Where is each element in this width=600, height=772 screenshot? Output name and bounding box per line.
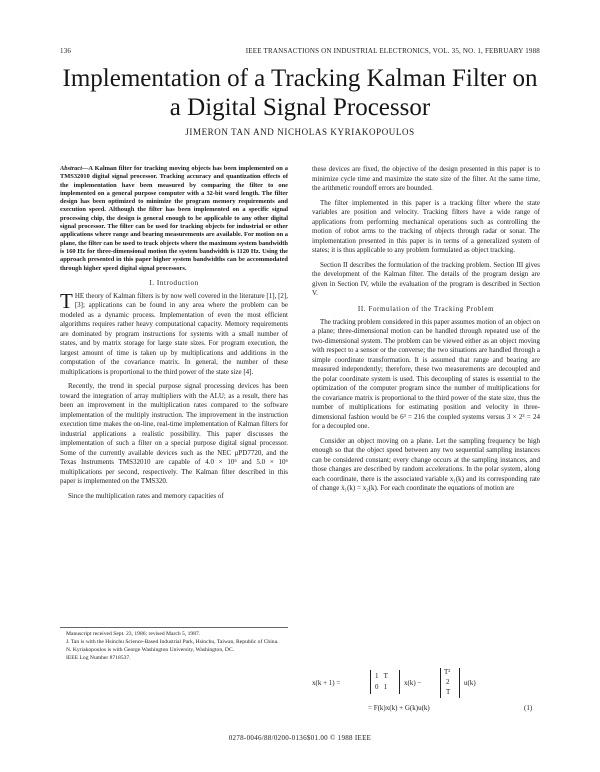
intro-paragraph-1-text: HE theory of Kalman filters is by now well covered in the literature [1], [2], [3]; applications can be found in any area where the problem can be modeled as a dynamic process. Implementation of even the most efficient algorithms requires rather heavy computational capacity. Memory requirements are dominated by program instructions for systems with a small number of states, and by matrix storage for large state sizes. For program execution, the largest amount of time is taken up by multiplications and additions in the computation of the covariance matrix. In general, the number of these multiplications is proportional to the third power of the state size [4]. (60, 291, 288, 376)
left-column (60, 165, 288, 506)
abstract-label: Abstract (60, 165, 83, 172)
equation-1 (312, 668, 540, 716)
right-paragraph-1: these devices are fixed, the objective of the design presented in this paper is to minimize cycle time and maximize the state size of the filter. At the same time, the arithmetic roundoff errors are bounded. (312, 165, 540, 192)
equation-compact-form: = F(k)x(k) + G(k)u(k) (368, 704, 430, 712)
right-paragraph-3: Section II describes the formulation of the tracking problem. Section III gives the development of the Kalman filter. The details of the program design are given in Section IV, while the evaluation of the program is described in Section V. (312, 260, 540, 297)
intro-paragraph-3: Since the multiplication rates and memory capacities of (68, 491, 224, 500)
authors: JIMERON TAN AND NICHOLAS KYRIAKOPOULOS (185, 127, 415, 137)
equation-number: (1) (524, 704, 533, 712)
section-heading-introduction: I. Introduction (149, 278, 199, 287)
right-column (312, 165, 540, 499)
equation-lhs: x(k + 1) = (312, 679, 341, 687)
matrix-row-2: 0 1 (375, 683, 388, 691)
section-heading-formulation: II. Formulation of the Tracking Problem (357, 304, 495, 313)
drop-cap: T (60, 288, 73, 313)
matrix-row-1: 1 T (375, 672, 388, 680)
footnote: N. Kyriakopoulos is with George Washington University, Washington, DC. (66, 647, 235, 653)
intro-paragraph-2: Recently, the trend in special purpose signal processing devices has been toward the integration of array multipliers with the ALU; as a result, there has been an improvement in the multiplication rates compared to the software implementation of the multiply instruction. The improvement in the instruction execution time makes the on-line, real-time implementation of Kalman filters for industrial applications a realistic possibility. This paper discusses the implementation of such a filter on a special purpose digital signal processor. Some of the currently available devices such as the NEC µPD7720, and the Texas Instruments TMS32010 are capable of 4.0 × 10⁶ and 5.0 × 10⁶ multiplications per second, respectively. The Kalman filter described in this paper is implemented on the TMS320. (60, 382, 288, 486)
state-vector: x(k) − (404, 679, 422, 687)
intro-paragraph-1 (60, 288, 288, 378)
footnote: Manuscript received Sept. 23, 1986; revised March 5, 1987. (66, 631, 201, 637)
footnotes (60, 627, 288, 663)
right-paragraph-2: The filter implemented in this paper is a tracking filter where the state variables are position and velocity. Tracking filters have a wide range of applications from performing mechanical operations such as controlling the motion of robot arms to the tracking of objects through radar or sonar. The implementation presented in this paper is in terms of a generalized system of states; it is thus applicable to any problem formulated as object tracking. (312, 198, 540, 254)
abstract (60, 165, 288, 273)
input-vector-mid: 2 (446, 678, 450, 686)
paper-title: Implementation of a Tracking Kalman Filter on a Digital Signal Processor (62, 65, 538, 121)
page-number: 136 (60, 47, 72, 55)
copyright-line: 0278-0046/88/0200-0136$01.00 © 1988 IEEE (228, 734, 372, 742)
journal-title: IEEE TRANSACTIONS ON INDUSTRIAL ELECTRONICS, VOL. 35, NO. 1, FEBRUARY 1988 (245, 47, 540, 55)
footnote: IEEE Log Number 8718537. (66, 655, 131, 661)
input-vector-bottom: T (446, 688, 451, 696)
abstract-text: —A Kalman filter for tracking moving objects has been implemented on a TMS32010 digital signal processor. Tracking accuracy and quantization effects of the implementation have been measured by comparing the filter to one implemented on a general purpose computer with a 32-bit word length. The filter design has been optimized to minimize the program memory requirements and execution speed. Although the filter has been implemented on a specific signal processing chip, the design is general enough to be applicable to any other digital signal processor. The filter can be used for tracking objects for industrial or other applications where range and bearing measurements are available. For motion on a plane, the filter can be used to track objects where the maximum system bandwidth is 160 Hz for three-dimensional motion the system bandwidth is 1120 Hz. Using the approach presented in this paper higher system bandwidths can be accommodated through higher speed digital signal processors. (60, 165, 288, 272)
input-vector-top: T² (444, 668, 451, 676)
formulation-paragraph-1: The tracking problem considered in this paper assumes motion of an object on a plane; three-dimensional motion can be handled through repeated use of the two-dimensional system. The problem can be viewed either as an object moving with respect to a sensor or the converse; the two situations are handled through a simple coordinate transformation. It is assumed that range and bearing are measured independently; therefore, these two measurements are decoupled and the polar coordinate system is used. This decoupling of states is essential to the optimization of the computer program since the number of multiplications for the covariance matrix is proportional to the third power of the state size, thus the number of multiplications for estimating position and velocity in three-dimensional fashion would be 6³ = 216 the coupled systems versus 3 × 2³ = 24 for a decoupled one. (312, 317, 540, 430)
footnote: J. Tan is with the Hsinchu Science-Based Industrial Park, Hsinchu, Taiwan, Republic of China. (66, 639, 279, 645)
formulation-paragraph-2: Consider an object moving on a plane. Let the sampling frequency be high enough so that the object speed between any two sequential sampling instances can be considered constant; every change occurs at the sampling instances, and those changes are described by random accelerations. In the polar system, along each coordinate, there is the associated variable x₁(k) and its corresponding rate of change ẋ₁(k) = x₂(k). For each coordinate the equations of motion are (312, 436, 540, 492)
acceleration-term: u(k) (464, 679, 476, 687)
